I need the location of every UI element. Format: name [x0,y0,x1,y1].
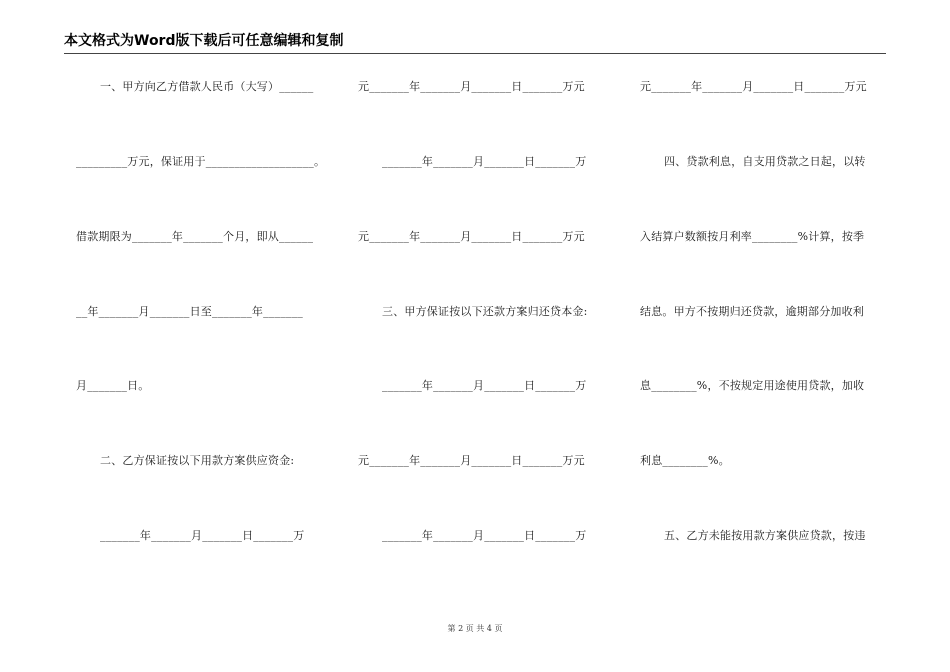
col3-line-1: 元_______年_______月_______日_______万元 [640,80,867,93]
col2-line-7: _______年_______月_______日_______万 [382,529,587,542]
col1-line-6: 二、乙方保证按以下用款方案供应资金: [100,454,295,467]
col1-line-2: _________万元，保证用于___________________。 [76,155,326,168]
col3-line-4: 结息。甲方不按期归还贷款，逾期部分加收利 [640,305,864,318]
col3-line-5: 息________%，不按规定用途使用贷款，加收 [640,379,865,392]
col3-line-3: 入结算户数额按月利率________%计算，按季 [640,230,865,243]
col2-line-3: 元_______年_______月_______日_______万元 [358,230,585,243]
col1-line-3: 借款期限为_______年_______个月，即从______ [76,230,314,243]
col2-line-4: 三、甲方保证按以下还款方案归还贷本金: [382,305,588,318]
col2-line-6: 元_______年_______月_______日_______万元 [358,454,585,467]
col1-line-1: 一、甲方向乙方借款人民币（大写）______ [100,80,314,93]
col3-line-2: 四、贷款利息，自支用贷款之日起，以转 [664,155,866,168]
col3-line-6: 利息________%。 [640,454,730,467]
col3-line-7: 五、乙方未能按用款方案供应贷款，按违 [664,529,866,542]
col2-line-2: _______年_______月_______日_______万 [382,155,587,168]
col1-line-4: __年_______月_______日至_______年_______ [76,305,303,318]
col2-line-1: 元_______年_______月_______日_______万元 [358,80,585,93]
page-footer: 第 2 页 共 4 页 [447,624,503,633]
col1-line-7: _______年_______月_______日_______万 [100,529,305,542]
col1-line-5: 月_______日。 [76,379,150,392]
document-header: 本文格式为Word版下载后可任意编辑和复制 [64,30,886,54]
col2-line-5: _______年_______月_______日_______万 [382,379,587,392]
